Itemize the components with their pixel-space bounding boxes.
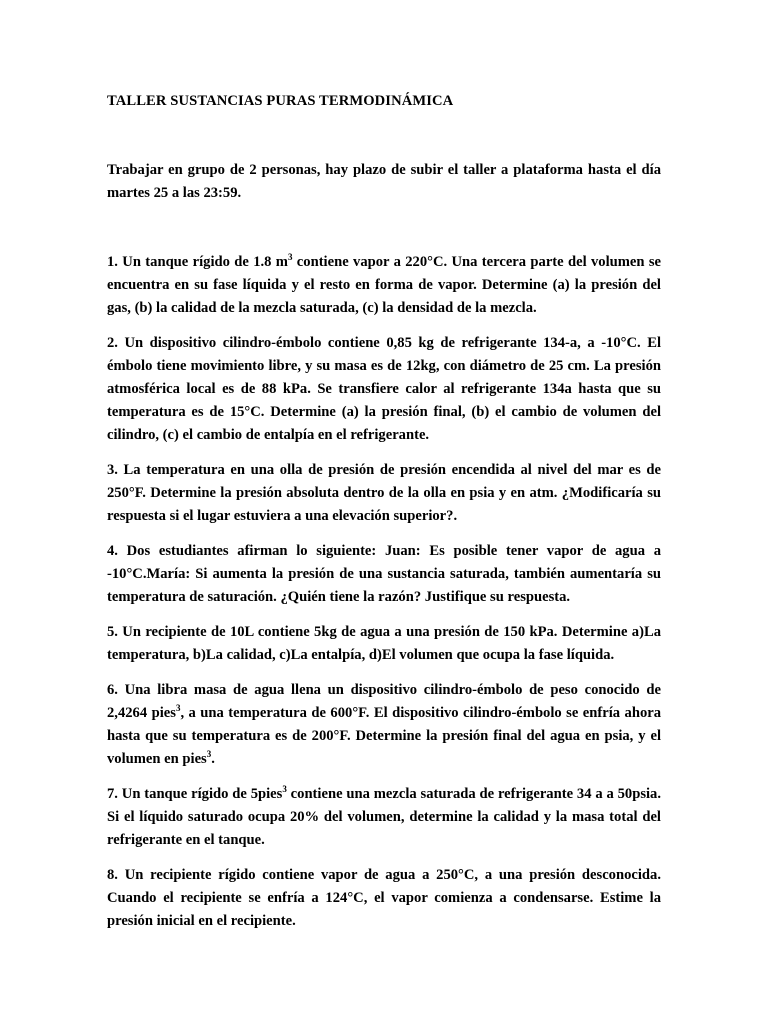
question-4: 4. Dos estudiantes afirman lo siguiente: Juan: Es posible tener vapor de agua a -10°C.María: Si aumenta la presión de una sustancia saturada, también aumentaría su temperatura de saturación. ¿Quién tiene la razón? Justifique su respuesta. [107, 543, 661, 605]
question-7 [107, 783, 661, 852]
question-6-text-b: , a una temperatura de 600°F. El dispositivo cilindro-émbolo se enfría ahora hasta que su temperatura es de 200°F. Determine la presión final del agua en psia, y el volumen en pies [107, 705, 662, 767]
question-6-superscript-1: 3 [175, 703, 181, 713]
question-1-text-a: 1. Un tanque rígido de 1.8 m [107, 254, 288, 270]
document-page [107, 90, 661, 945]
intro-paragraph: Trabajar en grupo de 2 personas, hay plazo de subir el taller a plataforma hasta el día martes 25 a las 23:59. [107, 162, 661, 201]
question-7-text-b: contiene una mezcla saturada de refrigerante 34 a a 50psia. Si el líquido saturado ocupa 20% del volumen, determine la calidad y la masa total del refrigerante en el tanque. [107, 786, 662, 848]
question-8: 8. Un recipiente rígido contiene vapor de agua a 250°C, a una presión desconocida. Cuando el recipiente se enfría a 124°C, el vapor comienza a condensarse. Estime la presión inicial en el recipiente. [107, 867, 661, 929]
question-6-superscript-2: 3 [206, 749, 212, 759]
question-3: 3. La temperatura en una olla de presión de presión encendida al nivel del mar es de 250°F. Determine la presión absoluta dentro de la olla en psia y en atm. ¿Modificaría su respuesta si el lugar estuviera a una elevación superior?. [107, 462, 661, 524]
question-2: 2. Un dispositivo cilindro-émbolo contiene 0,85 kg de refrigerante 134-a, a -10°C. El émbolo tiene movimiento libre, y su masa es de 12kg, con diámetro de 25 cm. La presión atmosférica local es de 88 kPa. Se transfiere calor al refrigerante 134a hasta que su temperatura es de 15°C. Determine (a) la presión final, (b) el cambio de volumen del cilindro, (c) el cambio de entalpía en el refrigerante. [107, 335, 661, 443]
question-list [107, 251, 661, 933]
question-1 [107, 251, 661, 320]
question-1-superscript: 3 [287, 252, 293, 262]
page-title: TALLER SUSTANCIAS PURAS TERMODINÁMICA [107, 93, 454, 109]
question-6-text-a: 6. Una libra masa de agua llena un dispositivo cilindro-émbolo de peso conocido de 2,4264 pies [107, 682, 661, 721]
question-6-text-c: . [211, 751, 215, 767]
question-7-text-a: 7. Un tanque rígido de 5pies [107, 786, 283, 802]
question-1-text-b: contiene vapor a 220°C. Una tercera parte del volumen se encuentra en su fase líquida y el resto en forma de vapor. Determine (a) la presión del gas, (b) la calidad de la mezcla saturada, (c) la densidad de la mezcla. [107, 254, 661, 316]
question-7-superscript: 3 [282, 784, 287, 794]
question-5: 5. Un recipiente de 10L contiene 5kg de agua a una presión de 150 kPa. Determine a)La temperatura, b)La calidad, c)La entalpía, d)El volumen que ocupa la fase líquida. [107, 624, 661, 663]
question-6 [107, 679, 661, 771]
